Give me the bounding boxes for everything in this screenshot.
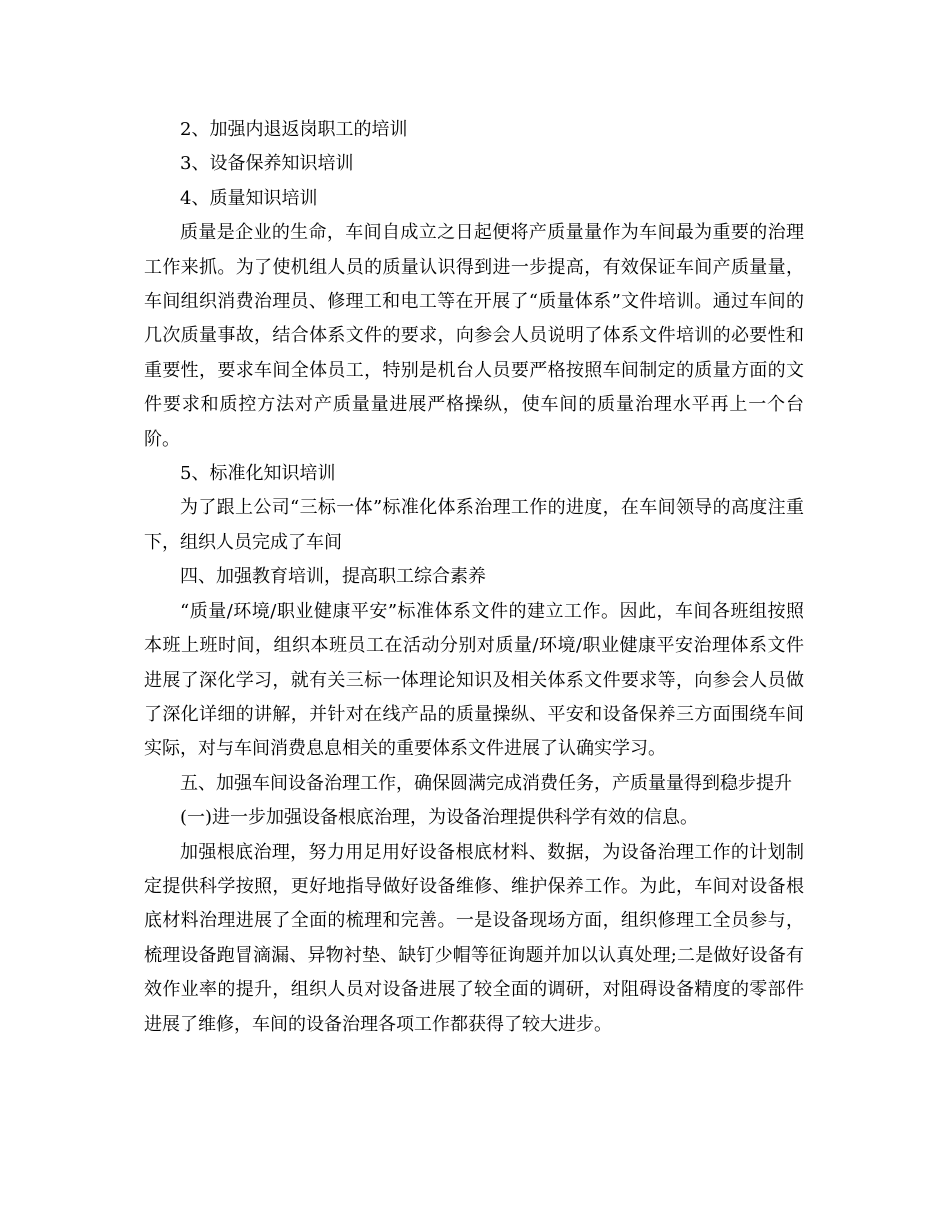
list-item-quality-training: 4、质量知识培训 [180,187,318,209]
paragraph-foundation: 加强根底治理，努力用足用好设备根底材料、数据，为设备治理工作的计划制定提供科学按照，更好地指导做好设备维修、维护保养工作。为此，车间对设备根底材料治理进展了全面的梳理和完善。一是设备现场方面，组织修理工全员参与，梳理设备跑冒滴漏、异物衬垫、缺钉少帽等征询题并加以认真处理;二是做好设备有效作业率的提升，组织人员对设备进展了较全面的调研，对阻碍设备精度的零部件进展了维修，车间的设备治理各项工作都获得了较大进步。 [144,841,804,1035]
paragraph-standardization: 为了跟上公司“三标一体”标准化体系治理工作的进度，在车间领导的高度注重下，组织人员完成了车间 [144,497,804,553]
list-item-retired-staff-training: 2、加强内退返岗职工的培训 [180,119,408,140]
paragraph-standard-system: “质量/环境/职业健康平安”标准体系文件的建立工作。因此，车间各班组按照本班上班时间，组织本班员工在活动分别对质量/环境/职业健康平安治理体系文件进展了深化学习，就有关三标一体理论知识及相关体系文件要求等，向参会人员做了深化详细的讲解，并针对在线产品的质量操纵、平安和设备保养三方面围绕车间实际，对与车间消费息息相关的重要体系文件进展了认确实学习。 [144,600,804,760]
list-item-equipment-maintenance-training: 3、设备保养知识培训 [180,153,354,175]
subsection-heading-foundation: (一)进一步加强设备根底治理，为设备治理提供科学有效的信息。 [180,807,699,829]
document-body [144,113,804,1042]
section-heading-education: 四、加强教育培训，提高职工综合素养 [180,566,486,588]
paragraph-quality: 质量是企业的生命，车间自成立之日起便将产质量量作为车间最为重要的治理工作来抓。为了使机组人员的质量认识得到进一步提高，有效保证车间产质量量，车间组织消费治理员、修理工和电工等在开展了“质量体系”文件培训。通过车间的几次质量事故，结合体系文件的要求，向参会人员说明了体系文件培训的必要性和重要性，要求车间全体员工，特别是机台人员要严格按照车间制定的质量方面的文件要求和质控方法对产质量量进展严格操纵，使车间的质量治理水平再上一个台阶。 [144,222,804,450]
section-heading-equipment: 五、加强车间设备治理工作，确保圆满完成消费任务，产质量量得到稳步提升 [180,772,792,794]
list-item-standardization-training: 5、标准化知识培训 [180,463,336,485]
